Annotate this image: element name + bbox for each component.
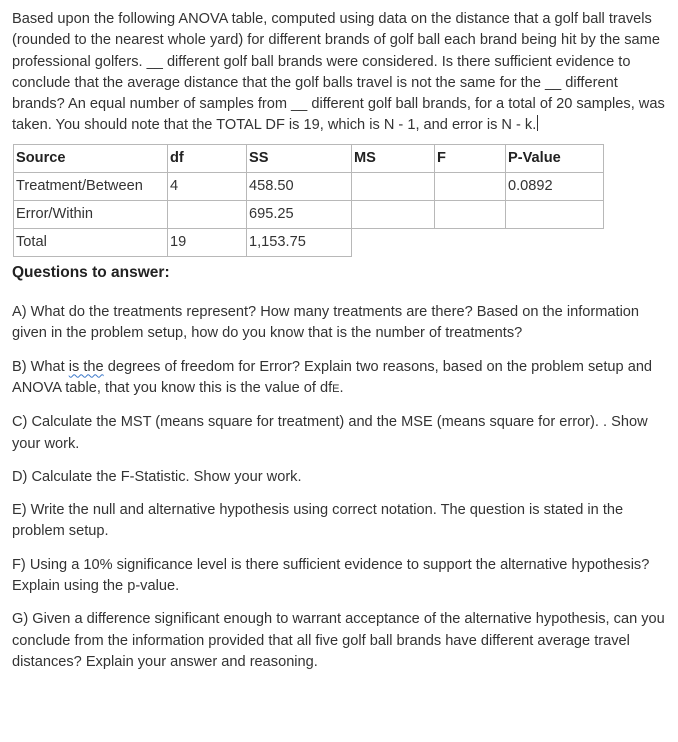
cell-df <box>168 200 247 228</box>
text-cursor <box>537 115 538 131</box>
header-source: Source <box>14 144 168 172</box>
cell-source: Error/Within <box>14 200 168 228</box>
question-c: C) Calculate the MST (means square for treatment) and the MSE (means square for error). . Show your work. <box>12 414 648 452</box>
header-p-value: P-Value <box>506 144 604 172</box>
cell-df: 19 <box>168 228 247 256</box>
subscript-e: E <box>332 382 340 395</box>
header-df: df <box>168 144 247 172</box>
question-g: G) Given a difference significant enough to warrant acceptance of the alternative hypothesis, can you conclude from the information provided that all five golf ball brands have different average travel distances? Explain your answer and reasoning. <box>12 611 665 670</box>
anova-table <box>13 144 604 257</box>
table-row-error <box>14 200 604 228</box>
header-f: F <box>435 144 506 172</box>
question-e: E) Write the null and alternative hypothesis using correct notation. The question is stated in the problem setup. <box>12 502 624 540</box>
cell-source: Total <box>14 228 168 256</box>
cell-p-value: 0.0892 <box>506 172 604 200</box>
cell-ms <box>352 172 435 200</box>
cell-ss: 458.50 <box>247 172 352 200</box>
question-b-text-end: degrees of freedom for Error? Explain two reasons, based on the problem setup and ANOVA table, that you know this is the value of df <box>12 358 653 396</box>
cell-ss: 695.25 <box>247 200 352 228</box>
question-b <box>12 357 668 401</box>
header-ms: MS <box>352 144 435 172</box>
question-b-period: . <box>339 379 344 396</box>
document-body <box>12 9 668 673</box>
problem-setup <box>12 9 668 137</box>
table-row-treatment <box>14 172 604 200</box>
table-header-row <box>14 144 604 172</box>
question-f: F) Using a 10% significance level is there sufficient evidence to support the alternative hypothesis? Explain using the p-value. <box>12 556 650 595</box>
question-a: A) What do the treatments represent? How many treatments are there? Based on the information given in the problem setup, how do you know that is the number of treatments? <box>12 304 640 342</box>
questions-heading: Questions to answer: <box>12 263 170 281</box>
cell-df: 4 <box>168 172 247 200</box>
cell-ms <box>352 200 435 228</box>
grammar-flag[interactable]: is the <box>68 358 104 375</box>
cell-f <box>435 172 506 200</box>
problem-setup-text: Based upon the following ANOVA table, computed using data on the distance that a golf ball travels (rounded to the nearest whole yard) for different brands of golf ball each brand being hit by the same professional golfers. __ different golf ball brands were considered. Is there sufficient evidence to conclude that the average distance that the golf balls travel is not the same for the __ different brands? An equal number of samples from __ different golf ball brands, for a total of 20 samples, was taken. You should note that the TOTAL DF is 19, which is N - 1, and error is N - k. <box>12 11 665 134</box>
cell-ss: 1,153.75 <box>247 228 352 256</box>
cell-p-value <box>506 200 604 228</box>
header-ss: SS <box>247 144 352 172</box>
question-b-text-start: B) What <box>12 358 69 375</box>
question-d: D) Calculate the F-Statistic. Show your work. <box>12 468 302 485</box>
table-row-total <box>14 228 604 256</box>
cell-source: Treatment/Between <box>14 172 168 200</box>
cell-f <box>435 200 506 228</box>
